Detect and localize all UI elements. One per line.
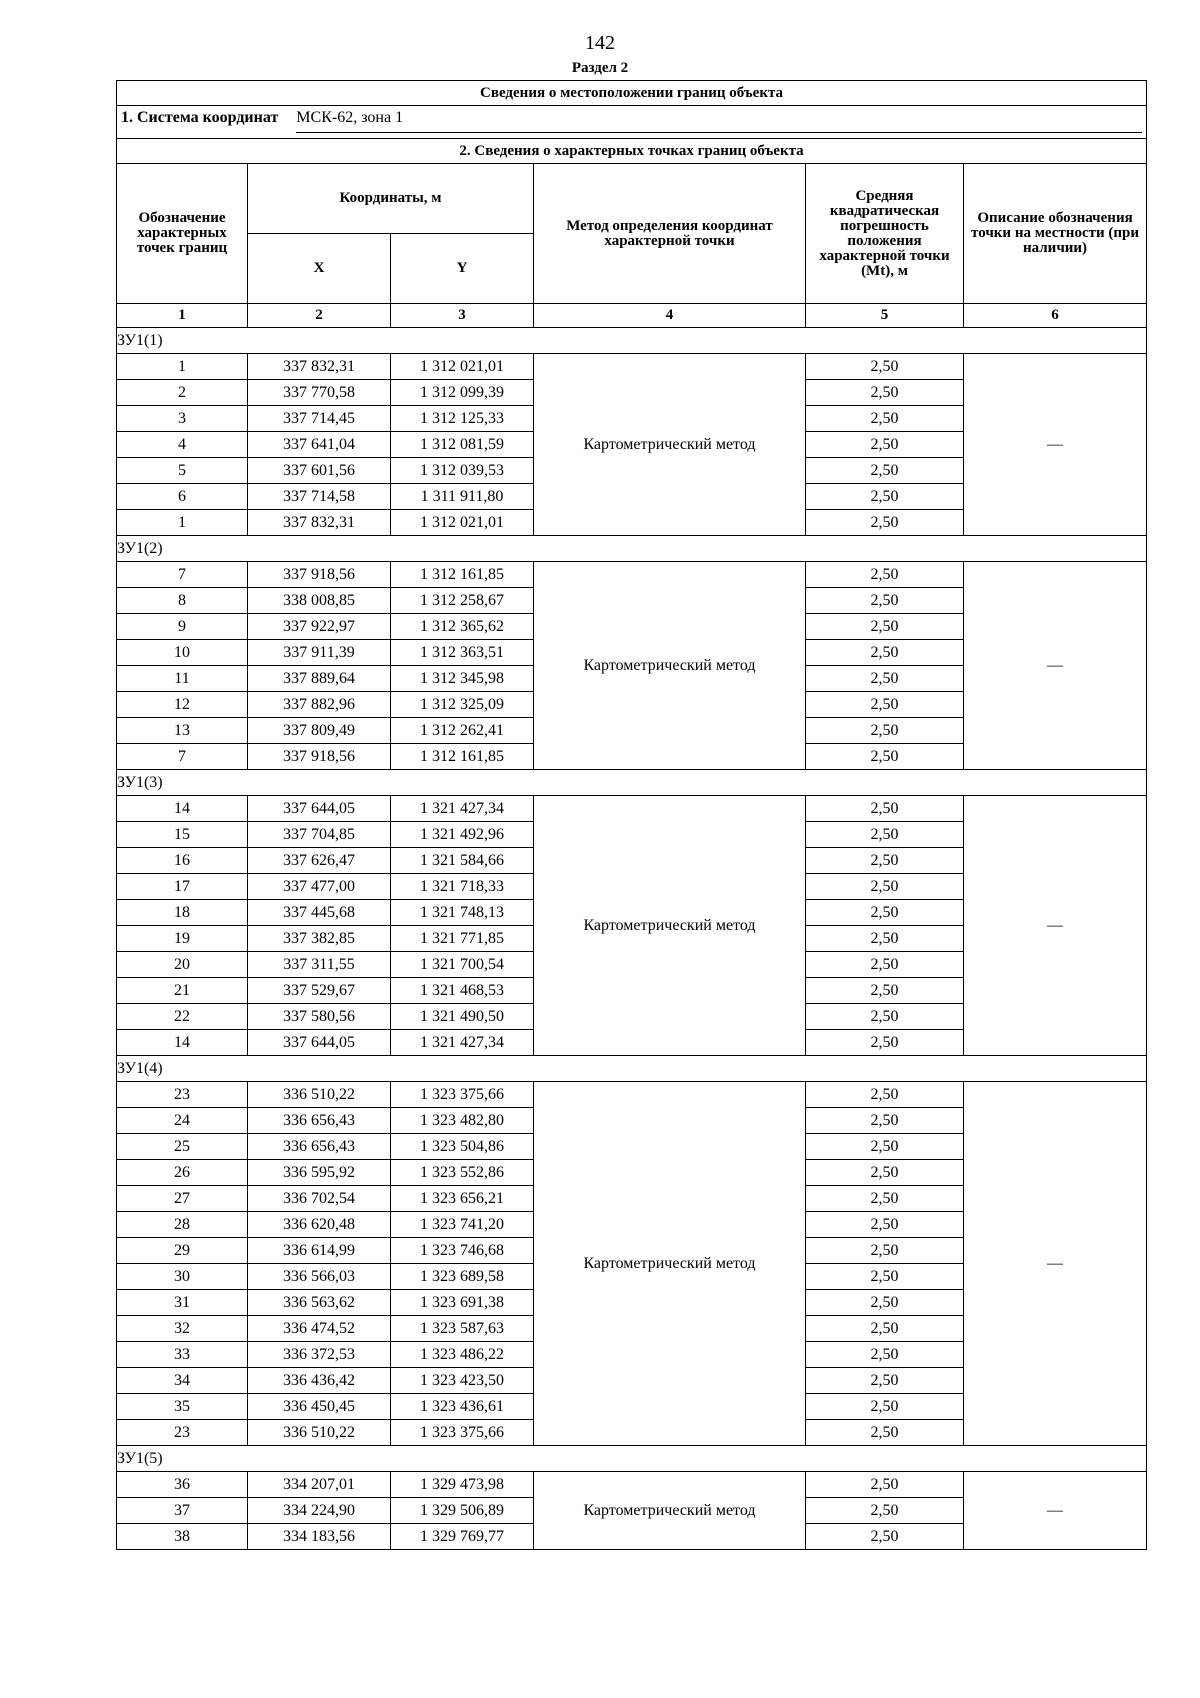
point-number: 30 [117, 1264, 248, 1290]
point-number: 20 [117, 952, 248, 978]
point-number: 13 [117, 718, 248, 744]
table-row [117, 354, 1147, 380]
coord-y: 1 312 161,85 [391, 562, 534, 588]
point-number: 2 [117, 380, 248, 406]
point-number: 1 [117, 510, 248, 536]
coord-x: 336 436,42 [248, 1368, 391, 1394]
coord-y: 1 323 691,38 [391, 1290, 534, 1316]
error-value: 2,50 [806, 510, 964, 536]
header-x: X [248, 234, 391, 304]
coord-x: 337 911,39 [248, 640, 391, 666]
section-label: Раздел 2 [571, 60, 629, 76]
coord-system-value: МСК-62, зона 1 [296, 110, 1142, 133]
coord-x: 338 008,85 [248, 588, 391, 614]
coord-y: 1 312 125,33 [391, 406, 534, 432]
column-number: 6 [964, 304, 1147, 328]
header-description: Описание обозначения точки на местности (при наличии) [964, 164, 1147, 304]
error-value: 2,50 [806, 1342, 964, 1368]
column-number: 3 [391, 304, 534, 328]
error-value: 2,50 [806, 926, 964, 952]
coord-y: 1 323 423,50 [391, 1368, 534, 1394]
point-number: 9 [117, 614, 248, 640]
error-value: 2,50 [806, 978, 964, 1004]
coord-x: 336 372,53 [248, 1342, 391, 1368]
column-number-row [117, 304, 1147, 328]
coord-x: 336 620,48 [248, 1212, 391, 1238]
point-number: 38 [117, 1524, 248, 1550]
point-number: 7 [117, 744, 248, 770]
point-number: 4 [117, 432, 248, 458]
coord-y: 1 321 427,34 [391, 796, 534, 822]
description-cell: — [964, 354, 1147, 536]
group-row [117, 328, 1147, 354]
method-cell: Картометрический метод [534, 562, 806, 770]
description-cell: — [964, 796, 1147, 1056]
coord-x: 336 450,45 [248, 1394, 391, 1420]
error-value: 2,50 [806, 1420, 964, 1446]
coord-x: 334 183,56 [248, 1524, 391, 1550]
header-y: Y [391, 234, 534, 304]
coord-y: 1 321 748,13 [391, 900, 534, 926]
coord-x: 337 832,31 [248, 354, 391, 380]
description-cell: — [964, 562, 1147, 770]
point-number: 24 [117, 1108, 248, 1134]
point-number: 21 [117, 978, 248, 1004]
error-value: 2,50 [806, 874, 964, 900]
column-number: 1 [117, 304, 248, 328]
error-value: 2,50 [806, 692, 964, 718]
point-number: 5 [117, 458, 248, 484]
coord-y: 1 312 039,53 [391, 458, 534, 484]
coord-y: 1 321 468,53 [391, 978, 534, 1004]
coord-x: 337 644,05 [248, 796, 391, 822]
group-name: ЗУ1(1) [117, 328, 1147, 354]
coord-y: 1 312 325,09 [391, 692, 534, 718]
coord-x: 334 207,01 [248, 1472, 391, 1498]
point-number: 6 [117, 484, 248, 510]
header-point-designation: Обозначение характерных точек границ [117, 164, 248, 304]
group-name: ЗУ1(3) [117, 770, 1147, 796]
error-value: 2,50 [806, 484, 964, 510]
coord-y: 1 323 587,63 [391, 1316, 534, 1342]
coord-y: 1 312 021,01 [391, 354, 534, 380]
point-number: 23 [117, 1082, 248, 1108]
coord-x: 336 474,52 [248, 1316, 391, 1342]
group-row [117, 1056, 1147, 1082]
point-number: 17 [117, 874, 248, 900]
point-number: 34 [117, 1368, 248, 1394]
error-value: 2,50 [806, 744, 964, 770]
table-row [117, 1082, 1147, 1108]
point-number: 28 [117, 1212, 248, 1238]
header-error: Средняя квадратическая погрешность положения характерной точки (Mt), м [806, 164, 964, 304]
coord-system-row [117, 106, 1147, 139]
error-value: 2,50 [806, 952, 964, 978]
coord-y: 1 321 718,33 [391, 874, 534, 900]
coord-y: 1 323 504,86 [391, 1134, 534, 1160]
coord-x: 337 918,56 [248, 744, 391, 770]
column-number: 2 [248, 304, 391, 328]
error-value: 2,50 [806, 848, 964, 874]
coord-x: 337 445,68 [248, 900, 391, 926]
coord-x: 337 626,47 [248, 848, 391, 874]
point-number: 32 [117, 1316, 248, 1342]
coord-x: 336 614,99 [248, 1238, 391, 1264]
point-number: 26 [117, 1160, 248, 1186]
coord-x: 337 809,49 [248, 718, 391, 744]
coord-y: 1 323 689,58 [391, 1264, 534, 1290]
coord-y: 1 321 492,96 [391, 822, 534, 848]
method-cell: Картометрический метод [534, 1082, 806, 1446]
coord-y: 1 312 258,67 [391, 588, 534, 614]
coord-y: 1 312 021,01 [391, 510, 534, 536]
coord-x: 336 656,43 [248, 1108, 391, 1134]
error-value: 2,50 [806, 1212, 964, 1238]
error-value: 2,50 [806, 380, 964, 406]
point-number: 14 [117, 1030, 248, 1056]
error-value: 2,50 [806, 614, 964, 640]
table-row [117, 1472, 1147, 1498]
group-row [117, 536, 1147, 562]
description-cell: — [964, 1472, 1147, 1550]
header-method: Метод определения координат характерной точки [534, 164, 806, 304]
coord-y: 1 323 746,68 [391, 1238, 534, 1264]
group-name: ЗУ1(2) [117, 536, 1147, 562]
method-cell: Картометрический метод [534, 1472, 806, 1550]
coord-y: 1 323 436,61 [391, 1394, 534, 1420]
group-row [117, 1446, 1147, 1472]
point-number: 14 [117, 796, 248, 822]
error-value: 2,50 [806, 1264, 964, 1290]
coord-x: 334 224,90 [248, 1498, 391, 1524]
coord-y: 1 323 482,80 [391, 1108, 534, 1134]
point-number: 27 [117, 1186, 248, 1212]
coord-x: 337 529,67 [248, 978, 391, 1004]
error-value: 2,50 [806, 458, 964, 484]
point-number: 23 [117, 1420, 248, 1446]
error-value: 2,50 [806, 1394, 964, 1420]
boundary-table [116, 80, 1147, 1550]
coord-x: 336 510,22 [248, 1082, 391, 1108]
coord-y: 1 323 741,20 [391, 1212, 534, 1238]
point-number: 3 [117, 406, 248, 432]
point-number: 25 [117, 1134, 248, 1160]
coord-x: 337 704,85 [248, 822, 391, 848]
point-number: 16 [117, 848, 248, 874]
error-value: 2,50 [806, 1134, 964, 1160]
coord-y: 1 312 262,41 [391, 718, 534, 744]
group-row [117, 770, 1147, 796]
coord-x: 337 311,55 [248, 952, 391, 978]
point-number: 10 [117, 640, 248, 666]
description-cell: — [964, 1082, 1147, 1446]
column-number: 5 [806, 304, 964, 328]
coord-x: 336 702,54 [248, 1186, 391, 1212]
coord-y: 1 321 771,85 [391, 926, 534, 952]
coord-x: 337 882,96 [248, 692, 391, 718]
table-row [117, 562, 1147, 588]
error-value: 2,50 [806, 1290, 964, 1316]
coord-x: 337 580,56 [248, 1004, 391, 1030]
table-row [117, 796, 1147, 822]
coord-y: 1 329 769,77 [391, 1524, 534, 1550]
error-value: 2,50 [806, 1316, 964, 1342]
coord-x: 337 644,05 [248, 1030, 391, 1056]
point-number: 22 [117, 1004, 248, 1030]
point-number: 1 [117, 354, 248, 380]
coord-y: 1 321 490,50 [391, 1004, 534, 1030]
error-value: 2,50 [806, 1186, 964, 1212]
point-number: 19 [117, 926, 248, 952]
group-name: ЗУ1(5) [117, 1446, 1147, 1472]
coord-y: 1 329 506,89 [391, 1498, 534, 1524]
coord-y: 1 311 911,80 [391, 484, 534, 510]
coord-y: 1 312 081,59 [391, 432, 534, 458]
points-title: 2. Сведения о характерных точках границ объекта [117, 139, 1147, 164]
coord-x: 337 477,00 [248, 874, 391, 900]
error-value: 2,50 [806, 354, 964, 380]
error-value: 2,50 [806, 1108, 964, 1134]
error-value: 2,50 [806, 588, 964, 614]
error-value: 2,50 [806, 1004, 964, 1030]
coord-x: 337 889,64 [248, 666, 391, 692]
coord-x: 337 922,97 [248, 614, 391, 640]
error-value: 2,50 [806, 1524, 964, 1550]
error-value: 2,50 [806, 900, 964, 926]
point-number: 29 [117, 1238, 248, 1264]
coord-y: 1 329 473,98 [391, 1472, 534, 1498]
coord-y: 1 312 161,85 [391, 744, 534, 770]
method-cell: Картометрический метод [534, 796, 806, 1056]
coord-x: 337 641,04 [248, 432, 391, 458]
coord-x: 337 832,31 [248, 510, 391, 536]
coord-y: 1 323 552,86 [391, 1160, 534, 1186]
error-value: 2,50 [806, 432, 964, 458]
point-number: 12 [117, 692, 248, 718]
error-value: 2,50 [806, 666, 964, 692]
method-cell: Картометрический метод [534, 354, 806, 536]
coord-system-label: 1. Система координат [121, 109, 279, 126]
page-number: 142 [585, 32, 615, 54]
coord-y: 1 323 375,66 [391, 1082, 534, 1108]
point-number: 15 [117, 822, 248, 848]
coord-y: 1 312 365,62 [391, 614, 534, 640]
point-number: 35 [117, 1394, 248, 1420]
coord-y: 1 312 345,98 [391, 666, 534, 692]
coord-y: 1 323 486,22 [391, 1342, 534, 1368]
error-value: 2,50 [806, 1160, 964, 1186]
coord-x: 337 714,45 [248, 406, 391, 432]
coord-x: 336 566,03 [248, 1264, 391, 1290]
coord-y: 1 321 584,66 [391, 848, 534, 874]
error-value: 2,50 [806, 718, 964, 744]
coord-y: 1 312 363,51 [391, 640, 534, 666]
coord-x: 337 770,58 [248, 380, 391, 406]
point-number: 31 [117, 1290, 248, 1316]
point-number: 7 [117, 562, 248, 588]
point-number: 11 [117, 666, 248, 692]
error-value: 2,50 [806, 406, 964, 432]
point-number: 33 [117, 1342, 248, 1368]
point-number: 36 [117, 1472, 248, 1498]
error-value: 2,50 [806, 562, 964, 588]
group-name: ЗУ1(4) [117, 1056, 1147, 1082]
coord-x: 336 595,92 [248, 1160, 391, 1186]
point-number: 37 [117, 1498, 248, 1524]
point-number: 18 [117, 900, 248, 926]
header-coordinates: Координаты, м [248, 164, 534, 234]
table-title: Сведения о местоположении границ объекта [117, 81, 1147, 106]
error-value: 2,50 [806, 1238, 964, 1264]
error-value: 2,50 [806, 640, 964, 666]
error-value: 2,50 [806, 1030, 964, 1056]
coord-y: 1 321 700,54 [391, 952, 534, 978]
coord-x: 337 918,56 [248, 562, 391, 588]
point-number: 8 [117, 588, 248, 614]
coord-x: 336 510,22 [248, 1420, 391, 1446]
error-value: 2,50 [806, 796, 964, 822]
error-value: 2,50 [806, 1082, 964, 1108]
error-value: 2,50 [806, 1368, 964, 1394]
coord-y: 1 323 375,66 [391, 1420, 534, 1446]
coord-x: 336 656,43 [248, 1134, 391, 1160]
coord-x: 337 601,56 [248, 458, 391, 484]
coord-y: 1 312 099,39 [391, 380, 534, 406]
coord-x: 337 382,85 [248, 926, 391, 952]
coord-y: 1 321 427,34 [391, 1030, 534, 1056]
coord-x: 337 714,58 [248, 484, 391, 510]
error-value: 2,50 [806, 1498, 964, 1524]
error-value: 2,50 [806, 1472, 964, 1498]
coord-x: 336 563,62 [248, 1290, 391, 1316]
error-value: 2,50 [806, 822, 964, 848]
coord-y: 1 323 656,21 [391, 1186, 534, 1212]
column-number: 4 [534, 304, 806, 328]
